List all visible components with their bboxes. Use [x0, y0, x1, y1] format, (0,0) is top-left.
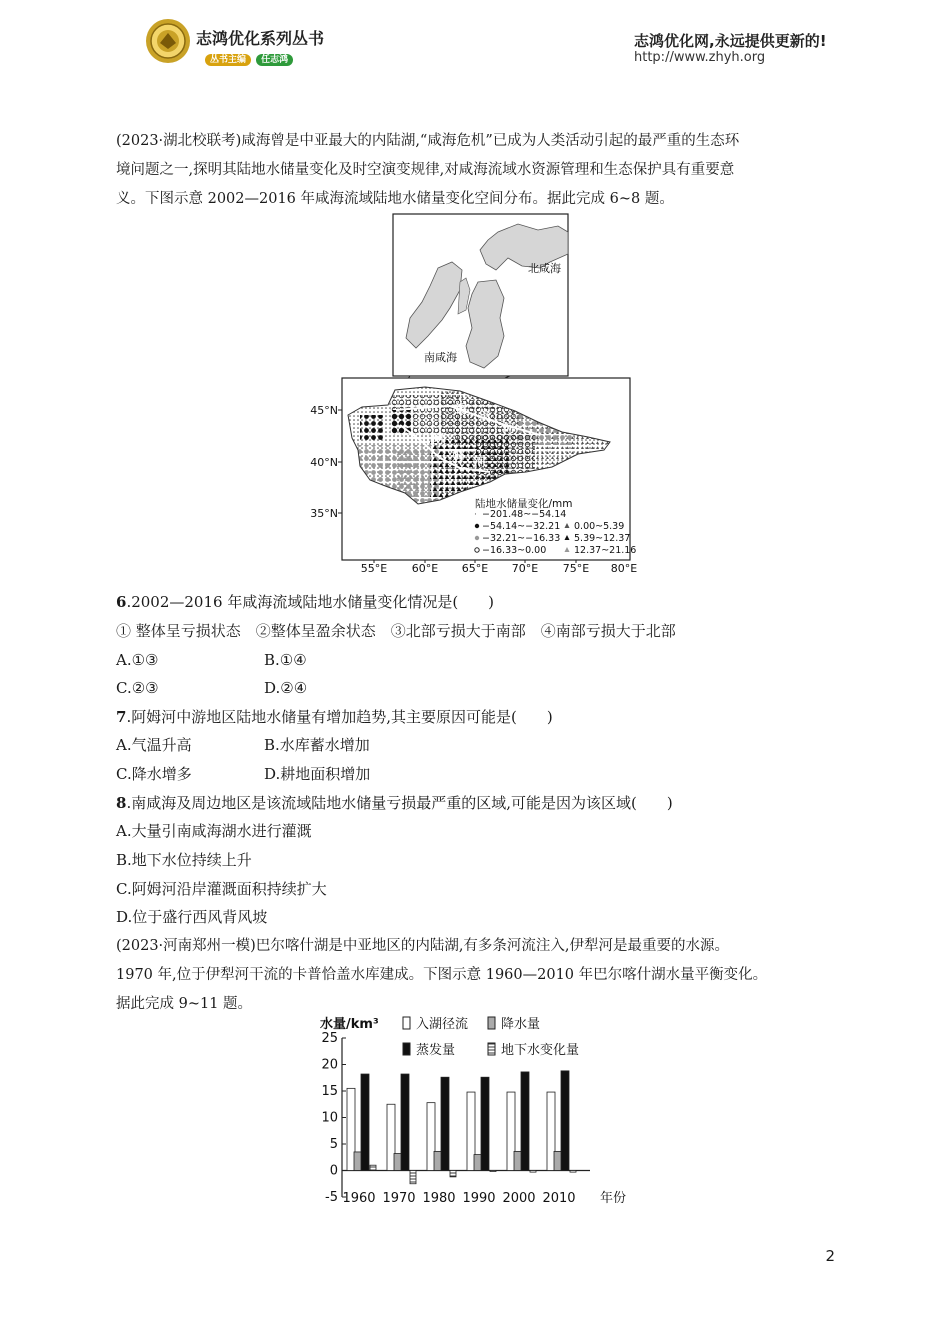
- inset-label-north: 北咸海: [528, 262, 561, 275]
- y-tick-label: -5: [325, 1190, 338, 1205]
- bar-蒸发量-2010: [561, 1071, 569, 1171]
- lat-label-45: 45°N: [310, 404, 338, 417]
- legend-evap: 蒸发量: [416, 1043, 456, 1058]
- header-url[interactable]: http://www.zhyh.org: [634, 50, 766, 65]
- inset-label-south: 南咸海: [424, 351, 457, 364]
- lon-label-80: 80°E: [610, 562, 638, 575]
- y-tick-label: 0: [329, 1163, 338, 1179]
- q8-option-b[interactable]: B.地下水位持续上升: [116, 851, 252, 869]
- legend-swatch-precip: [488, 1017, 495, 1029]
- x-tick-label: 1990: [462, 1191, 496, 1206]
- legend-item-4: −16.33~0.00: [482, 545, 547, 556]
- bar-地下水变化量-1990: [490, 1171, 496, 1172]
- x-tick-label: 1980: [422, 1191, 456, 1206]
- q8-stem: [116, 789, 673, 818]
- lat-label-40: 40°N: [310, 456, 338, 469]
- river-label-1: 锡: [455, 402, 468, 416]
- header-slogan: 志鸿优化网,永远提供更新的!: [634, 32, 827, 50]
- q6-option-a[interactable]: A.①③: [116, 651, 159, 669]
- q7-stem: [116, 703, 553, 732]
- legend-title: 陆地水储量变化/mm: [475, 498, 573, 510]
- bar-地下水变化量-1960: [370, 1165, 376, 1170]
- q6-text: .2002—2016 年咸海流域陆地水储量变化情况是( ): [126, 593, 495, 611]
- q6-stem: [116, 588, 494, 617]
- bar-蒸发量-1980: [441, 1077, 449, 1170]
- bar-地下水变化量-1970: [410, 1171, 416, 1184]
- q8-number: 8: [116, 794, 127, 812]
- q6-statements: ① 整体呈亏损状态 ②整体呈盈余状态 ③北部亏损大于南部 ④南部亏损大于北部: [116, 622, 676, 640]
- y-tick-label: 25: [321, 1031, 338, 1046]
- intro2-line-1: (2023·河南郑州一模)巴尔喀什湖是中亚地区的内陆湖,有多条河流注入,伊犁河是最重要的水源。: [116, 938, 730, 954]
- lon-label-65: 65°E: [461, 562, 489, 575]
- legend-item-5: 0.00~5.39: [574, 521, 625, 532]
- page-number: 2: [825, 1247, 835, 1265]
- x-tick-label: 2000: [502, 1191, 536, 1206]
- river-label-3: 河: [503, 421, 516, 435]
- logo-seal: [145, 18, 191, 64]
- y-axis-label: 水量/km³: [320, 1017, 379, 1032]
- header: [0, 0, 950, 80]
- legend-item-6: 5.39~12.37: [574, 533, 631, 544]
- q6-option-b[interactable]: B.①④: [264, 651, 307, 669]
- bar-蒸发量-2000: [521, 1072, 529, 1171]
- intro2-line-2: 1970 年,位于伊犁河干流的卡普恰盖水库建成。下图示意 1960—2010 年巴尔喀什湖水量平衡变化。: [116, 967, 768, 983]
- legend-precip: 降水量: [501, 1017, 541, 1032]
- q6-option-c[interactable]: C.②③: [116, 679, 159, 697]
- q8-option-d[interactable]: D.位于盛行西风背风坡: [116, 908, 268, 926]
- bar-蒸发量-1990: [481, 1077, 489, 1170]
- intro1-line-1: (2023·湖北校联考)咸海曾是中亚最大的内陆湖,“咸海危机”已成为人类活动引起的最严重的生态环: [116, 133, 740, 149]
- river-label-5: 姆: [452, 449, 465, 463]
- editor-label: 丛书主编: [205, 54, 251, 66]
- intro2-line-3: 据此完成 9~11 题。: [116, 996, 253, 1012]
- legend-swatch-runoff: [403, 1017, 410, 1029]
- y-tick-label: 5: [329, 1137, 338, 1152]
- editor-info: [205, 47, 293, 66]
- x-tick-label: 2010: [542, 1191, 576, 1206]
- series-title: 志鸿优化系列丛书: [196, 29, 325, 48]
- legend-marker-3: [475, 536, 479, 540]
- q7-option-b[interactable]: B.水库蓄水增加: [264, 736, 370, 754]
- editor-name: 任志鸿: [256, 54, 293, 66]
- bar-地下水变化量-2000: [530, 1171, 536, 1173]
- q7-number: 7: [116, 708, 127, 726]
- legend-marker-2: [475, 524, 479, 528]
- bar-蒸发量-1970: [401, 1074, 409, 1170]
- legend-ground: 地下水变化量: [501, 1043, 580, 1058]
- legend-runoff: 入湖径流: [416, 1017, 469, 1032]
- river-label-2: 尔: [478, 408, 491, 422]
- bar-地下水变化量-1980: [450, 1171, 456, 1177]
- q6-number: 6: [116, 593, 127, 611]
- legend-item-3: −32.21~−16.33: [482, 533, 561, 544]
- q7-option-a[interactable]: A.气温升高: [116, 736, 192, 754]
- bar-蒸发量-1960: [361, 1074, 369, 1170]
- river-label-6: 河: [474, 455, 487, 469]
- x-tick-label: 1970: [382, 1191, 416, 1206]
- q8-option-c[interactable]: C.阿姆河沿岸灌溉面积持续扩大: [116, 880, 327, 898]
- intro1-line-2: 境问题之一,探明其陆地水储量变化及时空演变规律,对咸海流域水资源管理和生态保护具有重要意: [116, 162, 735, 178]
- lon-label-60: 60°E: [411, 562, 439, 575]
- q8-option-a[interactable]: A.大量引南咸海湖水进行灌溉: [116, 822, 312, 840]
- legend-swatch-ground: [488, 1043, 495, 1055]
- river-label-4: 阿: [432, 432, 445, 446]
- q8-text: .南咸海及周边地区是该流域陆地水储量亏损最严重的区域,可能是因为该区域( ): [126, 794, 673, 812]
- q7-option-d[interactable]: D.耕地面积增加: [264, 765, 371, 783]
- q7-option-c[interactable]: C.降水增多: [116, 765, 192, 783]
- lon-label-55: 55°E: [360, 562, 388, 575]
- lat-label-35: 35°N: [310, 507, 338, 520]
- y-tick-label: 10: [321, 1110, 338, 1126]
- water-storage-map: [300, 210, 650, 580]
- y-tick-label: 15: [321, 1084, 338, 1099]
- legend-swatch-evap: [403, 1043, 410, 1055]
- legend-item-1: −201.48~−54.14: [482, 509, 567, 520]
- water-balance-chart: [300, 1010, 650, 1210]
- legend-item-7: 12.37~21.16: [574, 545, 637, 556]
- chart-legend: [403, 1016, 579, 1058]
- bar-地下水变化量-2010: [570, 1171, 576, 1173]
- x-axis-label: 年份: [600, 1191, 627, 1206]
- legend-item-2: −54.14~−32.21: [482, 521, 561, 532]
- x-tick-label: 1960: [342, 1191, 376, 1206]
- lon-label-75: 75°E: [562, 562, 590, 575]
- q6-option-d[interactable]: D.②④: [264, 679, 308, 697]
- lon-label-70: 70°E: [511, 562, 539, 575]
- q7-text: .阿姆河中游地区陆地水储量有增加趋势,其主要原因可能是( ): [126, 708, 553, 726]
- intro1-line-3: 义。下图示意 2002—2016 年咸海流域陆地水储量变化空间分布。据此完成 6~8 题。: [116, 191, 674, 207]
- y-tick-label: 20: [321, 1057, 338, 1073]
- legend-marker-1: ·: [474, 510, 477, 520]
